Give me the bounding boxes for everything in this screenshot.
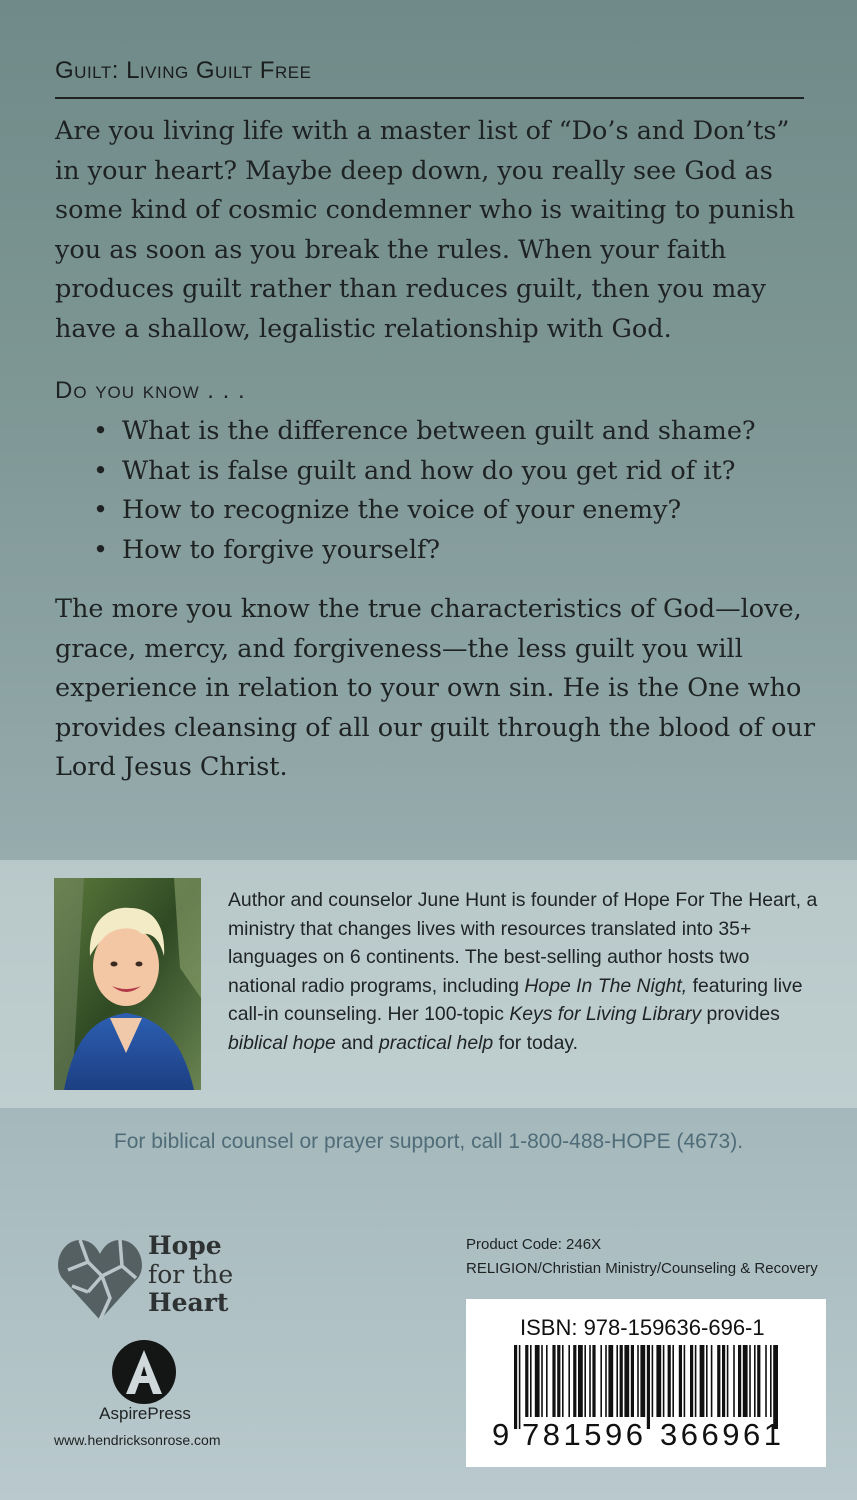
title-block [55,55,804,99]
intro-paragraph: Are you living life with a master list of “Do’s and Don’ts” in your heart? Maybe deep down, you really see God as some kind of cosmic condemner who is waiting to punish you as soon as you break the rules. When your faith produces guilt rather than reduces guilt, then you may have a shallow, legalistic relationship with God. [55,116,796,344]
author-bio: Author and counselor June Hunt is founder of Hope For The Heart, a ministry that changes lives with resources translated into 35+ languages on 6 continents. The best-selling author hosts two national radio programs, including Hope In The Night, featuring live call-in counseling. Her 100-topic Keys for Living Library provides biblical hope and practical help for today. [228,889,818,1054]
barcode-digits-right: 366961 [660,1417,785,1452]
broken-heart-icon [58,1236,142,1322]
logo-for-the-word: for the [148,1259,234,1289]
barcode-digits-left: 781596 [522,1417,647,1452]
logo-heart-word: Heart [148,1288,229,1317]
aspire-press-name: AspirePress [99,1404,191,1423]
book-category: RELIGION/Christian Ministry/Counseling & Recovery [466,1260,818,1277]
list-item: • What is false guilt and how do you get rid of it? [93,452,756,492]
logo-hope-word: Hope [148,1231,222,1260]
page-title: Guilt: Living Guilt Free [55,57,312,84]
questions-heading: Do you know . . . [55,377,246,404]
hope-for-the-heart-logo [58,1230,258,1322]
author-photo [54,878,201,1090]
list-item: • What is the difference between guilt and shame? [93,412,756,452]
product-code: Product Code: 246X [466,1236,602,1253]
closing-paragraph: The more you know the true characteristics of God—love, grace, mercy, and forgiveness—the less guilt you will experience in relation to your own sin. He is the One who provides cleansing of all our guilt through the blood of our Lord Jesus Christ. [55,594,816,782]
publisher-url: www.hendricksonrose.com [54,1432,221,1448]
barcode-digit-first: 9 [492,1417,511,1452]
list-item: • How to recognize the voice of your enemy? [93,491,756,531]
isbn-label: ISBN: 978-159636-696-1 [520,1315,765,1340]
contact-line: For biblical counsel or prayer support, call 1-800-488-HOPE (4673). [113,1130,744,1153]
aspire-a-icon [110,1338,178,1406]
questions-list [93,412,756,570]
barcode-box [466,1299,826,1467]
list-item: • How to forgive yourself? [93,531,756,571]
